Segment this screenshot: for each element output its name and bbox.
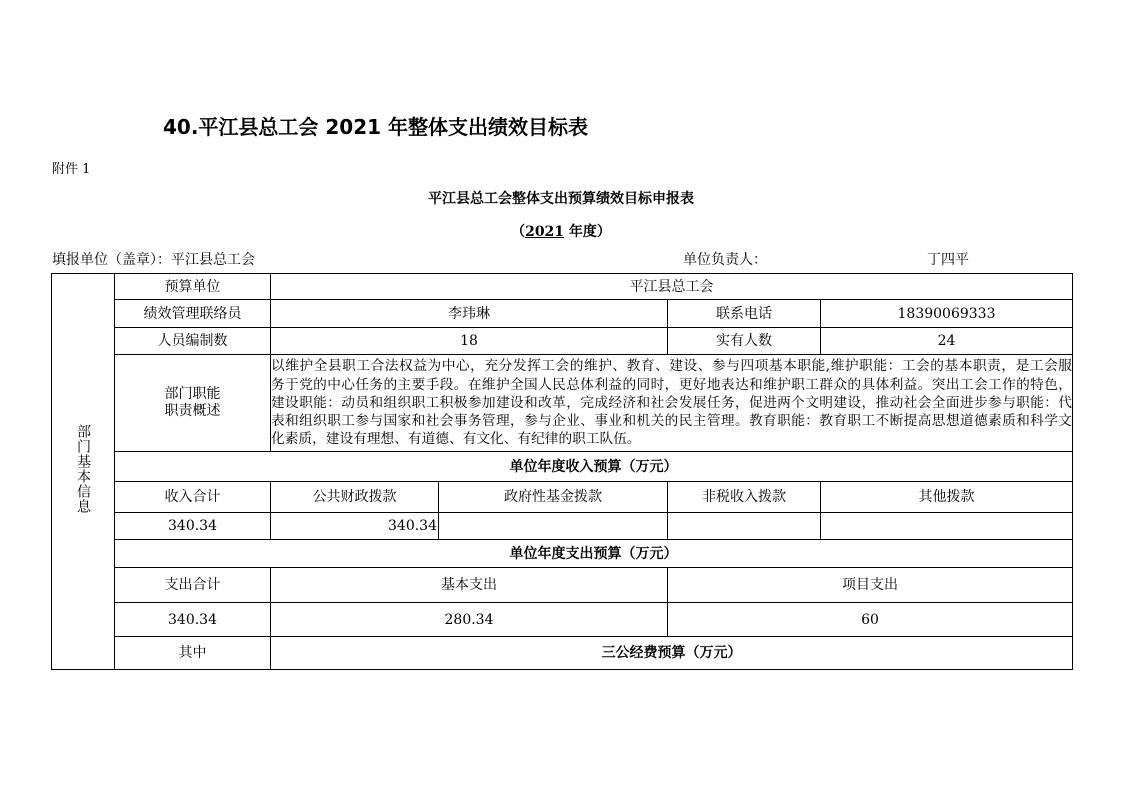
duties-label	[115, 355, 271, 452]
expense-col-total: 支出合计	[115, 568, 271, 603]
actual-staff-label: 实有人数	[668, 328, 821, 355]
unit-head-name: 丁四平	[927, 252, 969, 268]
attachment-label: 附件 1	[52, 162, 91, 177]
fiscal-year	[0, 223, 1122, 241]
actual-staff-value: 24	[821, 328, 1073, 355]
duties-text-line: 以维护全县职工合法权益为中心，充分发挥工会的维护、教育、建设、参与四项基本职能,维护职能：工会的基本职责，是工会服	[271, 358, 1072, 375]
income-col-total: 收入合计	[115, 482, 271, 513]
table-row	[52, 568, 1073, 603]
filling-unit: 填报单位（盖章）：平江县总工会	[52, 252, 255, 268]
budget-unit-label: 预算单位	[115, 274, 271, 300]
duties-text-line: 化素质，建设有理想、有道德、有文化、有纪律的职工队伍。	[271, 431, 641, 448]
unit-head-label: 单位负责人：	[683, 252, 767, 268]
income-col-non-tax: 非税收入拨款	[668, 482, 821, 513]
contact-name: 李玮琳	[271, 300, 668, 328]
table-row	[52, 637, 1073, 670]
expense-header: 单位年度支出预算（万元）	[115, 540, 1073, 568]
income-total-value: 340.34	[115, 513, 271, 540]
form-title: 平江县总工会整体支出预算绩效目标申报表	[428, 191, 694, 207]
among-label: 其中	[115, 637, 271, 670]
section-cell	[52, 274, 115, 670]
phone-number: 18390069333	[821, 300, 1073, 328]
phone-label: 联系电话	[668, 300, 821, 328]
staff-quota-label: 人员编制数	[115, 328, 271, 355]
table-row	[52, 328, 1073, 355]
income-col-government-fund: 政府性基金拨款	[439, 482, 668, 513]
income-col-public-finance: 公共财政拨款	[271, 482, 439, 513]
year-suffix: 年度）	[564, 224, 611, 240]
duties-text-line: 表和组织职工参与国家和社会事务管理，参与企业、事业和机关的民主管理。教育职能：教育职工不断提高思想道德素质和科学文	[271, 413, 1072, 430]
contact-label: 绩效管理联络员	[115, 300, 271, 328]
income-other-value	[821, 513, 1073, 540]
table-row	[52, 482, 1073, 513]
duties-text	[271, 355, 1073, 452]
year-prefix: （	[511, 224, 526, 240]
expense-col-project: 项目支出	[668, 568, 1073, 603]
table-row	[52, 513, 1073, 540]
budget-table	[51, 273, 1073, 670]
table-row	[52, 300, 1073, 328]
expense-project-value: 60	[668, 603, 1073, 637]
duties-label-line: 职责概述	[164, 403, 221, 419]
table-row	[52, 603, 1073, 637]
income-non-tax-value	[668, 513, 821, 540]
expense-total-value: 340.34	[115, 603, 271, 637]
document-title: 40.平江县总工会 2021 年整体支出绩效目标表	[163, 115, 589, 139]
three-public-header: 三公经费预算（万元）	[271, 637, 1073, 670]
duties-label-line: 部门职能	[164, 386, 221, 402]
income-government-fund-value	[439, 513, 668, 540]
section-label: 部门基本信息	[75, 424, 91, 514]
budget-unit-value: 平江县总工会	[271, 274, 1073, 300]
duties-text-line: 务于党的中心任务的主要手段。在维护全国人民总体利益的同时，更好地表达和维护职工群众的具体利益。突出工会工作的特色，	[271, 376, 1072, 393]
table-row	[52, 452, 1073, 482]
duties-text-line: 建设职能：动员和组织职工积极参加建设和改革，完成经济和社会发展任务，促进两个文明建设，推动社会全面进步参与职能：代	[271, 394, 1072, 411]
table-row	[52, 355, 1073, 452]
expense-col-basic: 基本支出	[271, 568, 668, 603]
income-header: 单位年度收入预算（万元）	[115, 452, 1073, 482]
income-col-other: 其他拨款	[821, 482, 1073, 513]
table-row	[52, 274, 1073, 300]
expense-basic-value: 280.34	[271, 603, 668, 637]
year-number: 2021	[525, 224, 565, 240]
staff-quota-value: 18	[271, 328, 668, 355]
table-row	[52, 540, 1073, 568]
income-public-finance-value: 340.34	[271, 513, 439, 540]
